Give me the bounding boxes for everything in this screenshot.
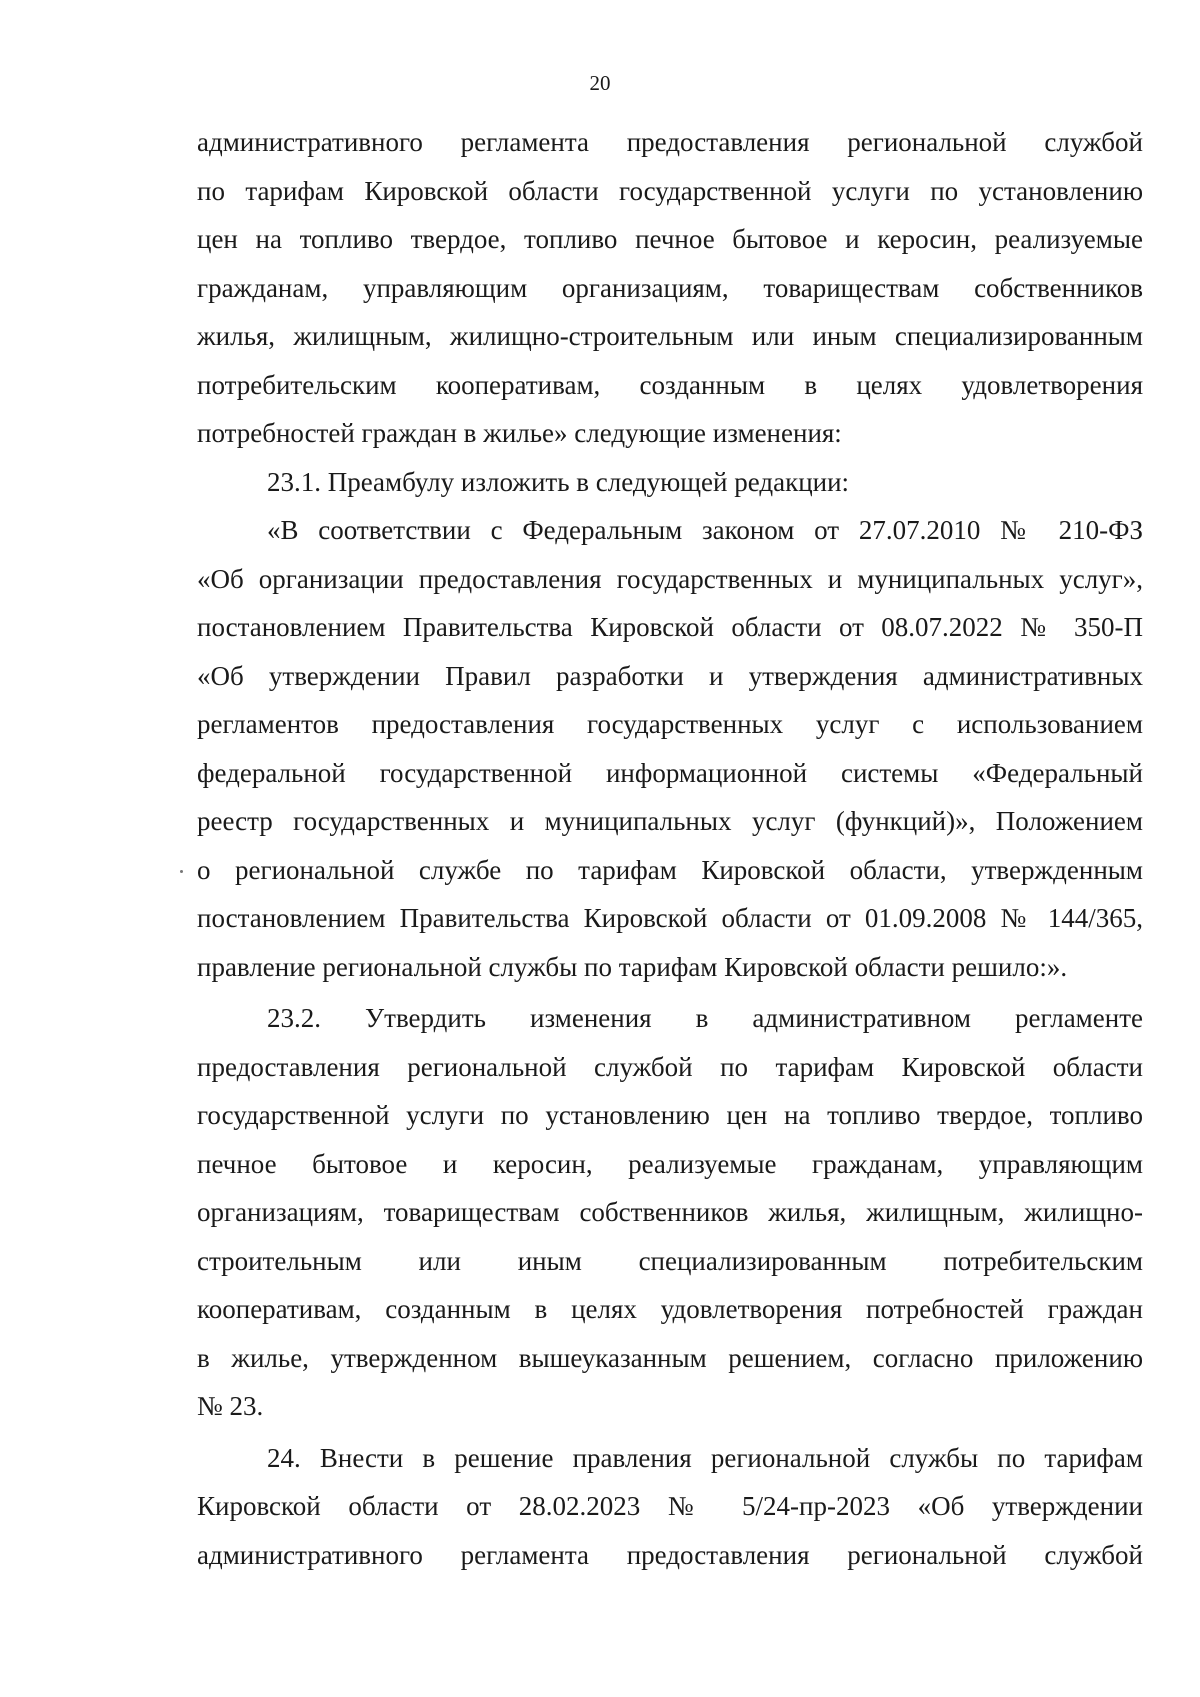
text-line: строительным или иным специализированным потребительским (197, 1245, 1143, 1276)
document-body (197, 118, 1143, 1579)
text-line: гражданам, управляющим организациям, товариществам собственников (197, 272, 1143, 303)
text-line: реестр государственных и муниципальных услуг (функций)», Положением (197, 806, 1143, 836)
paragraph-preamble-quote (197, 506, 1143, 991)
text-line: по тарифам Кировской области государственной услуги по установлению (197, 175, 1143, 206)
text-line: о региональной службе по тарифам Кировской области, утвержденным (197, 854, 1143, 885)
text-line: 24. Внести в решение правления региональной службы по тарифам (267, 1442, 1143, 1473)
paragraph-24 (197, 1434, 1143, 1580)
text-line: постановлением Правительства Кировской области от 01.09.2008 № 144/365, (197, 903, 1143, 933)
text-line: «Об утверждении Правил разработки и утверждения административных (197, 660, 1143, 691)
text-line: потребностей граждан в жилье» следующие изменения: (197, 418, 842, 448)
text-line: административного регламента предоставления региональной службой (197, 1539, 1143, 1570)
text-line: «Об организации предоставления государственных и муниципальных услуг», (197, 563, 1143, 594)
text-line: государственной услуги по установлению цен на топливо твердое, топливо (197, 1100, 1143, 1130)
text-line: регламентов предоставления государственных услуг с использованием (197, 709, 1143, 739)
text-line: кооперативам, созданным в целях удовлетворения потребностей граждан (197, 1294, 1143, 1324)
text-line: 23.2. Утвердить изменения в административном регламенте (267, 1003, 1143, 1033)
text-line: административного регламента предоставления региональной службой (197, 127, 1143, 157)
text-line: потребительским кооперативам, созданным в целях удовлетворения (197, 369, 1143, 400)
text-line: правление региональной службы по тарифам Кировской области решило:». (197, 951, 1068, 982)
text-line: в жилье, утвержденном вышеуказанным решением, согласно приложению (197, 1342, 1143, 1373)
paragraph-23-1 (197, 458, 1143, 507)
text-line: цен на топливо твердое, топливо печное бытовое и керосин, реализуемые (197, 224, 1143, 254)
text-line: «В соответствии с Федеральным законом от 27.07.2010 № 210-ФЗ (267, 515, 1143, 545)
text-line: 23.1. Преамбулу изложить в следующей редакции: (267, 466, 850, 497)
text-line: предоставления региональной службой по тарифам Кировской области (197, 1051, 1143, 1082)
paragraph-intro (197, 118, 1143, 458)
text-line: жилья, жилищным, жилищно-строительным или иным специализированным (197, 321, 1143, 351)
scan-dot-mark (180, 870, 183, 873)
text-line: Кировской области от 28.02.2023 № 5/24-пр-2023 «Об утверждении (197, 1491, 1143, 1521)
text-line: № 23. (197, 1391, 264, 1421)
page-number: 20 (589, 71, 611, 95)
text-line: организациям, товариществам собственников жилья, жилищным, жилищно- (197, 1197, 1143, 1227)
text-line: федеральной государственной информационной системы «Федеральный (197, 757, 1143, 788)
text-line: печное бытовое и керосин, реализуемые гражданам, управляющим (197, 1148, 1143, 1179)
text-line: постановлением Правительства Кировской области от 08.07.2022 № 350-П (197, 612, 1143, 642)
paragraph-23-2 (197, 994, 1143, 1431)
